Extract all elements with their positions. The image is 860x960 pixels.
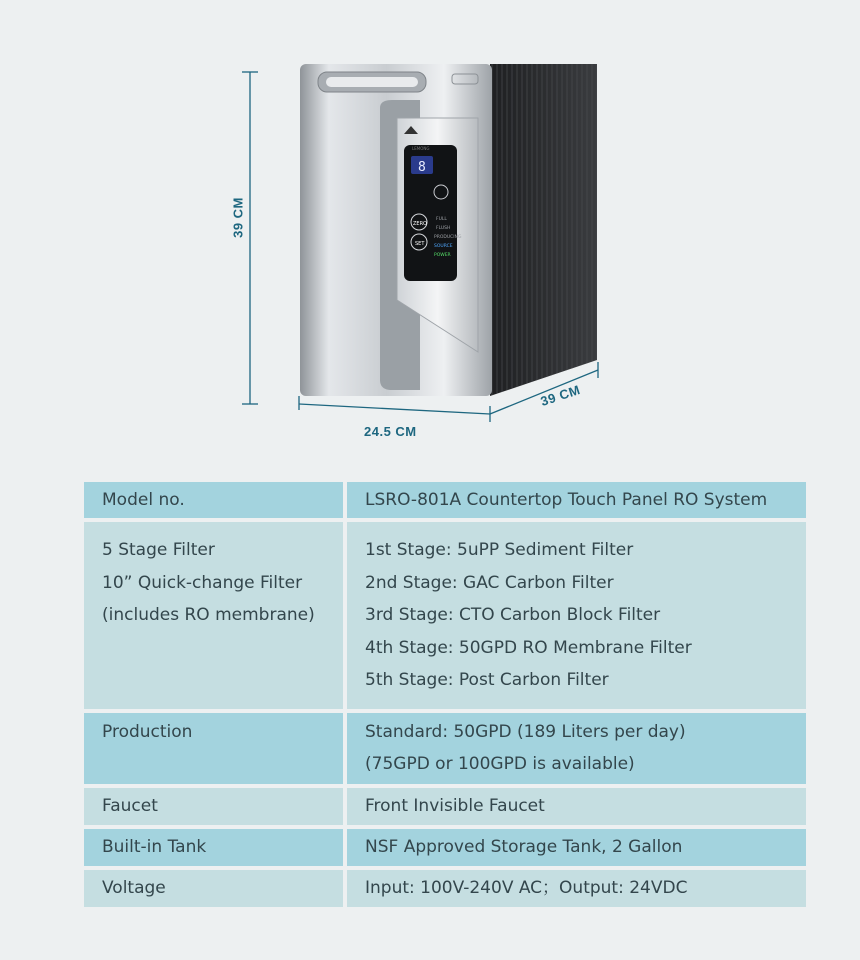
product-illustration: [0, 0, 860, 460]
spec-value: 1st Stage: 5uPP Sediment Filter 2nd Stage: GAC Carbon Filter 3rd Stage: CTO Carbon Block Filter 4th Stage: 50GPD RO Membrane Filter 5th Stage: Post Carbon Filter: [343, 522, 806, 709]
svg-text:SOURCE: SOURCE: [434, 244, 453, 249]
spec-label: Production: [84, 713, 343, 784]
svg-text:FLUSH: FLUSH: [436, 226, 451, 231]
depth-label: 39 CM: [538, 382, 583, 409]
spec-table: [84, 478, 806, 911]
spec-label: Model no.: [84, 482, 343, 518]
svg-text:8: 8: [418, 160, 426, 175]
spec-label: Built-in Tank: [84, 829, 343, 866]
svg-text:FULL: FULL: [436, 217, 447, 222]
spec-value: Front Invisible Faucet: [343, 788, 806, 825]
spec-label: 5 Stage Filter 10” Quick-change Filter (includes RO membrane): [84, 522, 343, 709]
product-drawing: [0, 0, 860, 460]
spec-label: Faucet: [84, 788, 343, 825]
svg-text:LEMONG: LEMONG: [412, 146, 430, 151]
svg-text:POWER: POWER: [434, 253, 451, 258]
table-row-production: [84, 713, 806, 784]
table-row-voltage: [84, 870, 806, 907]
width-label: 24.5 CM: [364, 424, 417, 439]
table-row-model: [84, 482, 806, 518]
spec-value: Input: 100V-240V AC；Output: 24VDC: [343, 870, 806, 907]
ro-machine: [300, 64, 597, 396]
spec-value: LSRO-801A Countertop Touch Panel RO System: [343, 482, 806, 518]
height-label: 39 CM: [230, 197, 246, 238]
spec-label: Voltage: [84, 870, 343, 907]
table-row-tank: [84, 829, 806, 866]
table-row-filter: [84, 522, 806, 709]
svg-text:SET: SET: [415, 241, 425, 247]
svg-text:PRODUCING: PRODUCING: [434, 235, 462, 240]
width-dimension-line: [299, 396, 490, 422]
spec-value: Standard: 50GPD (189 Liters per day) (75GPD or 100GPD is available): [343, 713, 806, 784]
table-row-faucet: [84, 788, 806, 825]
svg-text:ZERO: ZERO: [413, 221, 427, 227]
spec-value: NSF Approved Storage Tank, 2 Gallon: [343, 829, 806, 866]
